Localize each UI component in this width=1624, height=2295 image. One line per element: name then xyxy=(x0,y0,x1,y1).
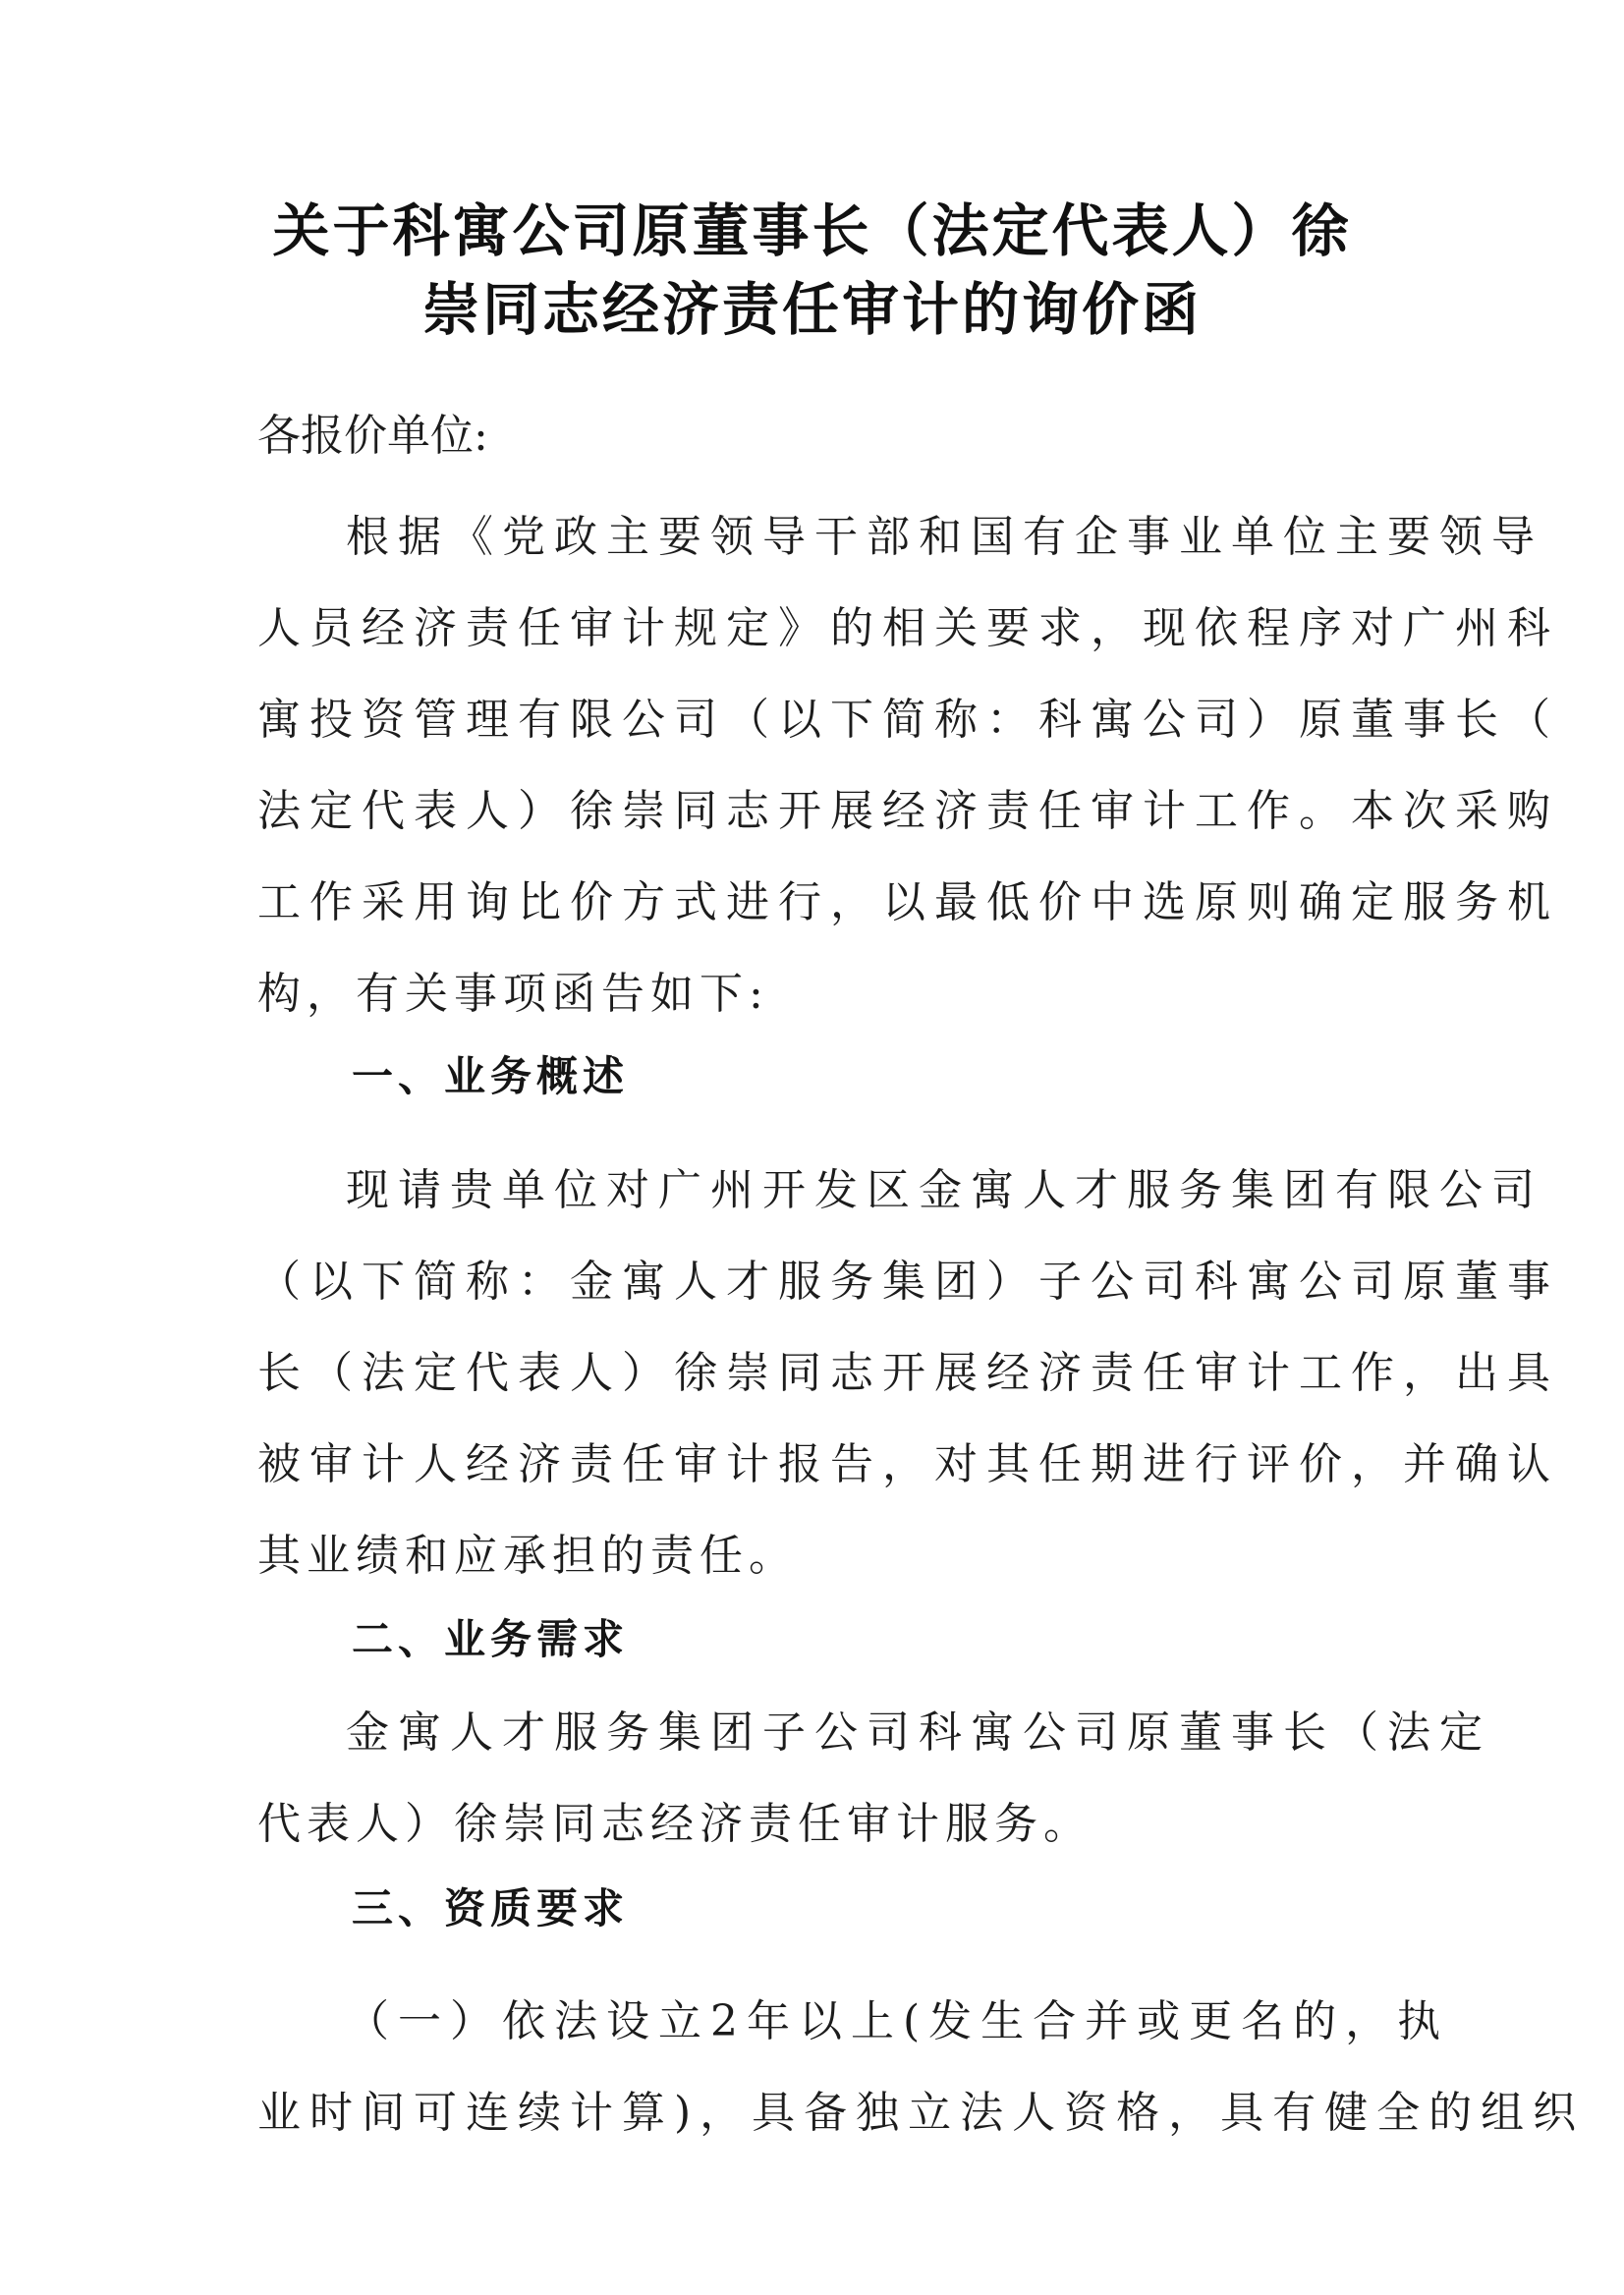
section-line: 被审计人经济责任审计报告，对其任期进行评价，并确认 xyxy=(257,1439,1559,1489)
salutation: 各报价单位: xyxy=(257,411,488,461)
document-title-line-1: 关于科寓公司原董事长（法定代表人）徐 xyxy=(272,197,1352,264)
intro-line: 构，有关事项函告如下: xyxy=(257,969,769,1019)
section-line: （以下简称：金寓人才服务集团）子公司科寓公司原董事 xyxy=(257,1257,1559,1307)
intro-line: 工作采用询比价方式进行，以最低价中选原则确定服务机 xyxy=(257,877,1559,927)
section-heading-requirements: 二、业务需求 xyxy=(352,1615,630,1663)
intro-line: 寓投资管理有限公司（以下简称：科寓公司）原董事长（ xyxy=(257,695,1559,745)
intro-line: 根据《党政主要领导干部和国有企事业单位主要领导 xyxy=(346,512,1543,562)
section-heading-qualification: 三、资质要求 xyxy=(352,1884,630,1932)
intro-line: 人员经济责任审计规定》的相关要求，现依程序对广州科 xyxy=(257,603,1559,653)
section-line: （一）依法设立2年以上(发生合并或更名的，执 xyxy=(346,1996,1450,2046)
section-heading-overview: 一、业务概述 xyxy=(352,1052,630,1100)
section-line: 业时间可连续计算)，具备独立法人资格，具有健全的组织 xyxy=(257,2088,1586,2138)
section-line: 长（法定代表人）徐崇同志开展经济责任审计工作，出具 xyxy=(257,1348,1559,1398)
intro-line: 法定代表人）徐崇同志开展经济责任审计工作。本次采购 xyxy=(257,786,1559,836)
section-line: 现请贵单位对广州开发区金寓人才服务集团有限公司 xyxy=(346,1165,1543,1215)
section-line: 其业绩和应承担的责任。 xyxy=(257,1531,798,1581)
document-title-line-2: 崇同志经济责任审计的询价函 xyxy=(421,276,1202,343)
section-line: 代表人）徐崇同志经济责任审计服务。 xyxy=(257,1799,1092,1849)
section-line: 金寓人才服务集团子公司科寓公司原董事长（法定 xyxy=(346,1707,1491,1758)
